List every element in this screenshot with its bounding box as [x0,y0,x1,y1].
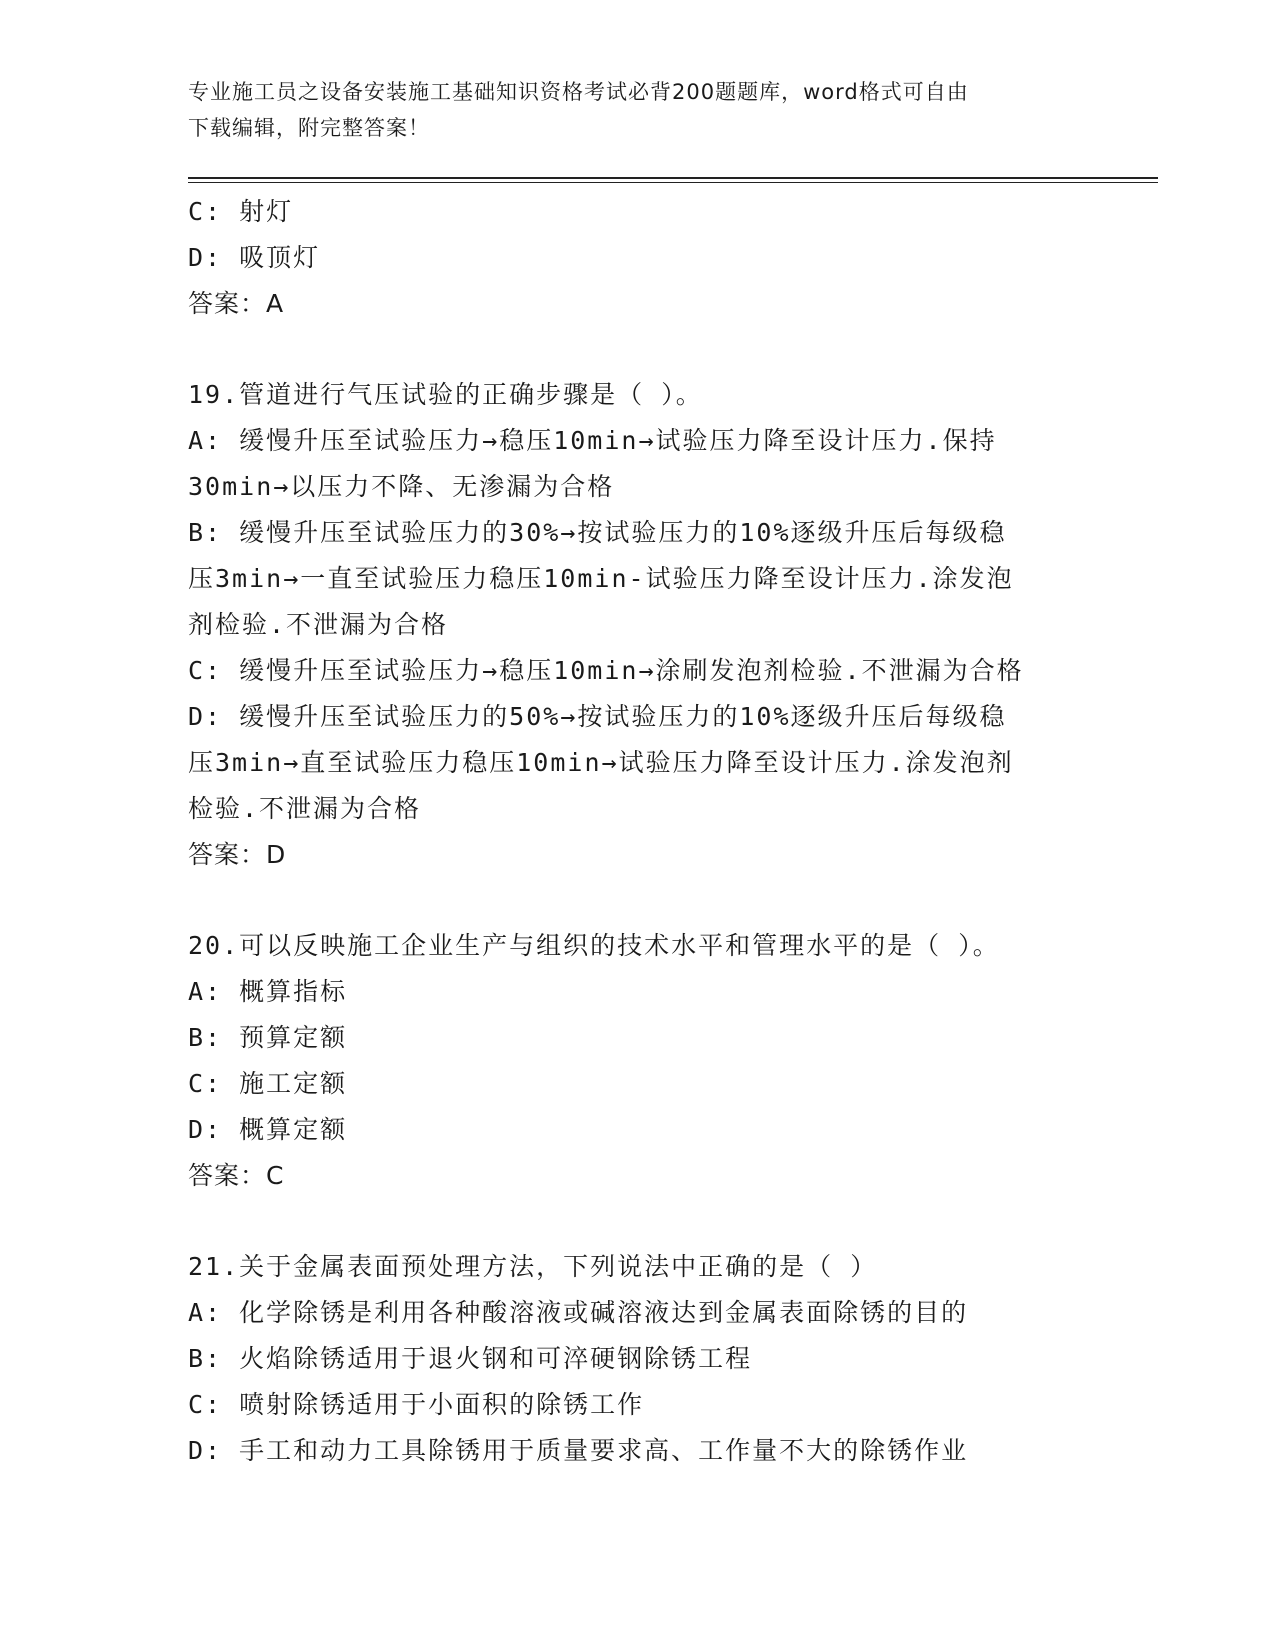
q20-option-d: D: 概算定额 [188,1115,348,1144]
q19-option-a-line-2: 30min→以压力不降、无渗漏为合格 [188,472,615,501]
q21-option-c: C: 喷射除锈适用于小面积的除锈工作 [188,1390,645,1419]
q20-option-b: B: 预算定额 [188,1023,348,1052]
header-divider-thick [188,177,1158,179]
document-header [188,74,1088,146]
q19-option-a-line-1: A: 缓慢升压至试验压力→稳压10min→试验压力降至设计压力.保持 [188,426,997,455]
q19-option-d-line-2: 压3min→直至试验压力稳压10min→试验压力降至设计压力.涂发泡剂 [188,748,1014,777]
q19-option-c: C: 缓慢升压至试验压力→稳压10min→涂刷发泡剂检验.不泄漏为合格 [188,656,1024,685]
header-line-1: 专业施工员之设备安装施工基础知识资格考试必背200题题库，word格式可自由 [188,80,969,104]
q19-option-d-line-1: D: 缓慢升压至试验压力的50%→按试验压力的10%逐级升压后每级稳 [188,702,1007,731]
question-20-block [188,923,1088,1199]
q19-option-b-line-1: B: 缓慢升压至试验压力的30%→按试验压力的10%逐级升压后每级稳 [188,518,1007,547]
q20-answer: 答案：C [188,1161,285,1190]
question-18-block [188,189,1088,327]
q21-option-d: D: 手工和动力工具除锈用于质量要求高、工作量不大的除锈作业 [188,1436,969,1465]
q19-option-b-line-3: 剂检验.不泄漏为合格 [188,610,449,639]
q21-option-a: A: 化学除锈是利用各种酸溶液或碱溶液达到金属表面除锈的目的 [188,1298,969,1327]
q18-option-c: C: 射灯 [188,197,294,226]
q21-question: 21.关于金属表面预处理方法，下列说法中正确的是（ ） [188,1252,878,1281]
question-content [188,189,1088,1474]
q19-option-b-line-2: 压3min→一直至试验压力稳压10min-试验压力降至设计压力.涂发泡 [188,564,1014,593]
q20-option-c: C: 施工定额 [188,1069,348,1098]
q19-question: 19.管道进行气压试验的正确步骤是（ ）。 [188,380,703,409]
q19-answer: 答案：D [188,840,287,869]
spacer [188,327,1088,372]
spacer [188,1199,1088,1244]
spacer [188,878,1088,923]
q18-option-d: D: 吸顶灯 [188,243,321,272]
question-19-block [188,372,1088,878]
header-divider-thin [188,182,1158,183]
question-21-block [188,1244,1088,1474]
q21-option-b: B: 火焰除锈适用于退火钢和可淬硬钢除锈工程 [188,1344,753,1373]
q19-option-d-line-3: 检验.不泄漏为合格 [188,794,422,823]
header-line-2: 下载编辑，附完整答案！ [188,116,430,140]
q20-question: 20.可以反映施工企业生产与组织的技术水平和管理水平的是（ ）。 [188,931,1000,960]
q18-answer: 答案：A [188,289,285,318]
q20-option-a: A: 概算指标 [188,977,348,1006]
